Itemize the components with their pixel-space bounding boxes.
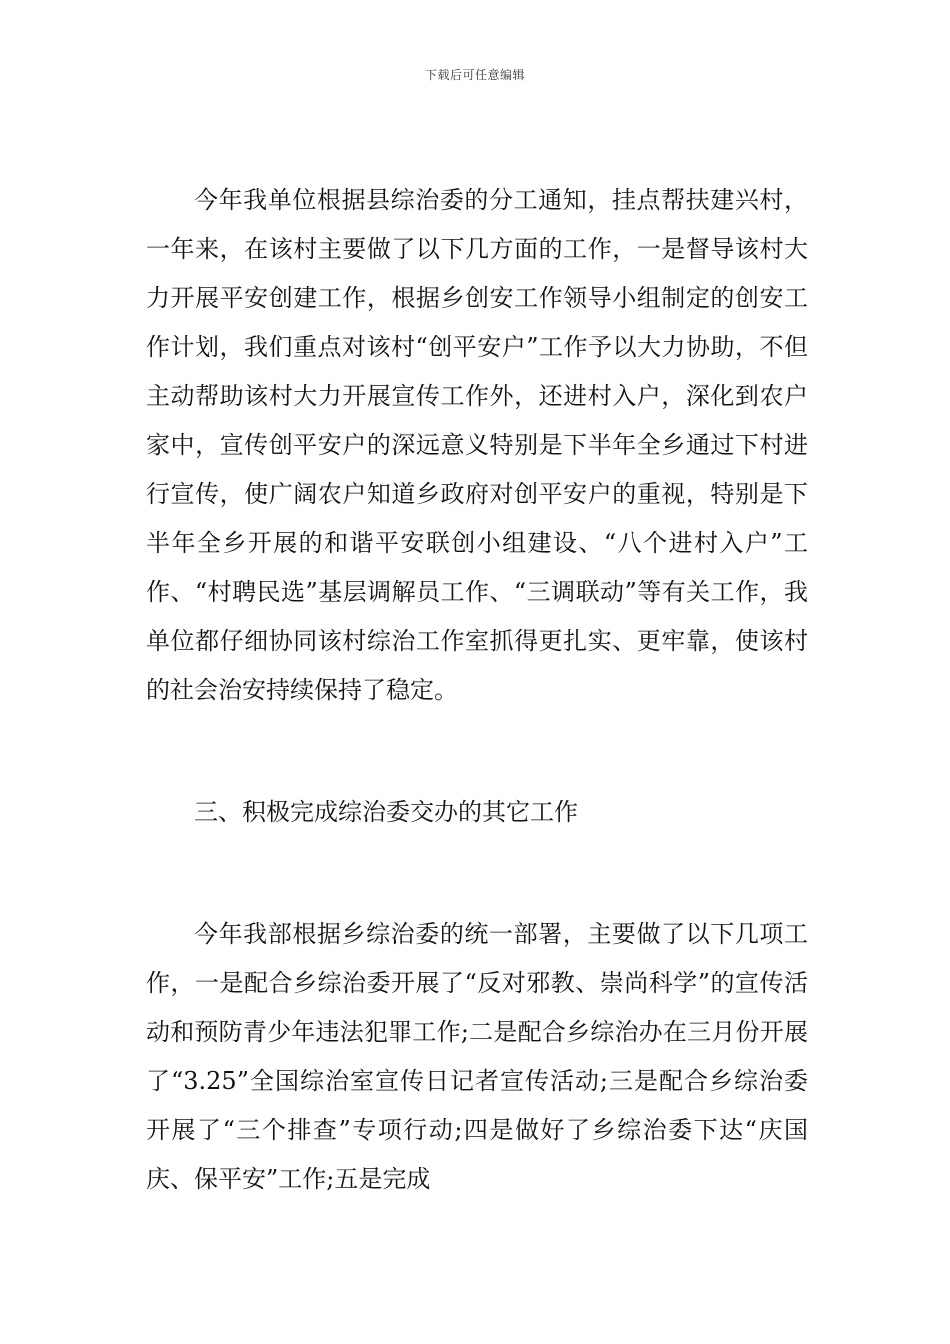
header-note: 下载后可任意编辑	[424, 68, 525, 82]
paragraph-village-assistance: 今年我单位根据县综治委的分工通知，挂点帮扶建兴村，一年来，在该村主要做了以下几方面的工作，一是督导该村大力开展平安创建工作，根据乡创安工作领导小组制定的创安工作计划，我们重点对该村“创平安户”工作予以大力协助，不但主动帮助该村大力开展宣传工作外，还进村入户，深化到农户家中，宣传创平安户的深远意义特别是下半年全乡通过下村进行宣传，使广阔农户知道乡政府对创平安户的重视，特别是下半年全乡开展的和谐平安联创小组建设、“八个进村入户”工作、“村聘民选”基层调解员工作、“三调联动”等有关工作，我单位都仔细协同该村综治工作室抓得更扎实、更牢靠，使该村的社会治安持续保持了稳定。	[146, 186, 808, 704]
document-body	[146, 176, 808, 1204]
paragraph-other-work: 今年我部根据乡综治委的统一部署，主要做了以下几项工作，一是配合乡综治委开展了“反对邪教、崇尚科学”的宣传活动和预防青少年违法犯罪工作;二是配合乡综治办在三月份开展了“3.25”全国综治室宣传日记者宣传活动;三是配合乡综治委开展了“三个排查”专项行动;四是做好了乡综治委下达“庆国庆、保平安”工作;五是完成	[146, 920, 808, 1193]
section-heading: 三、积极完成综治委交办的其它工作	[194, 798, 578, 826]
